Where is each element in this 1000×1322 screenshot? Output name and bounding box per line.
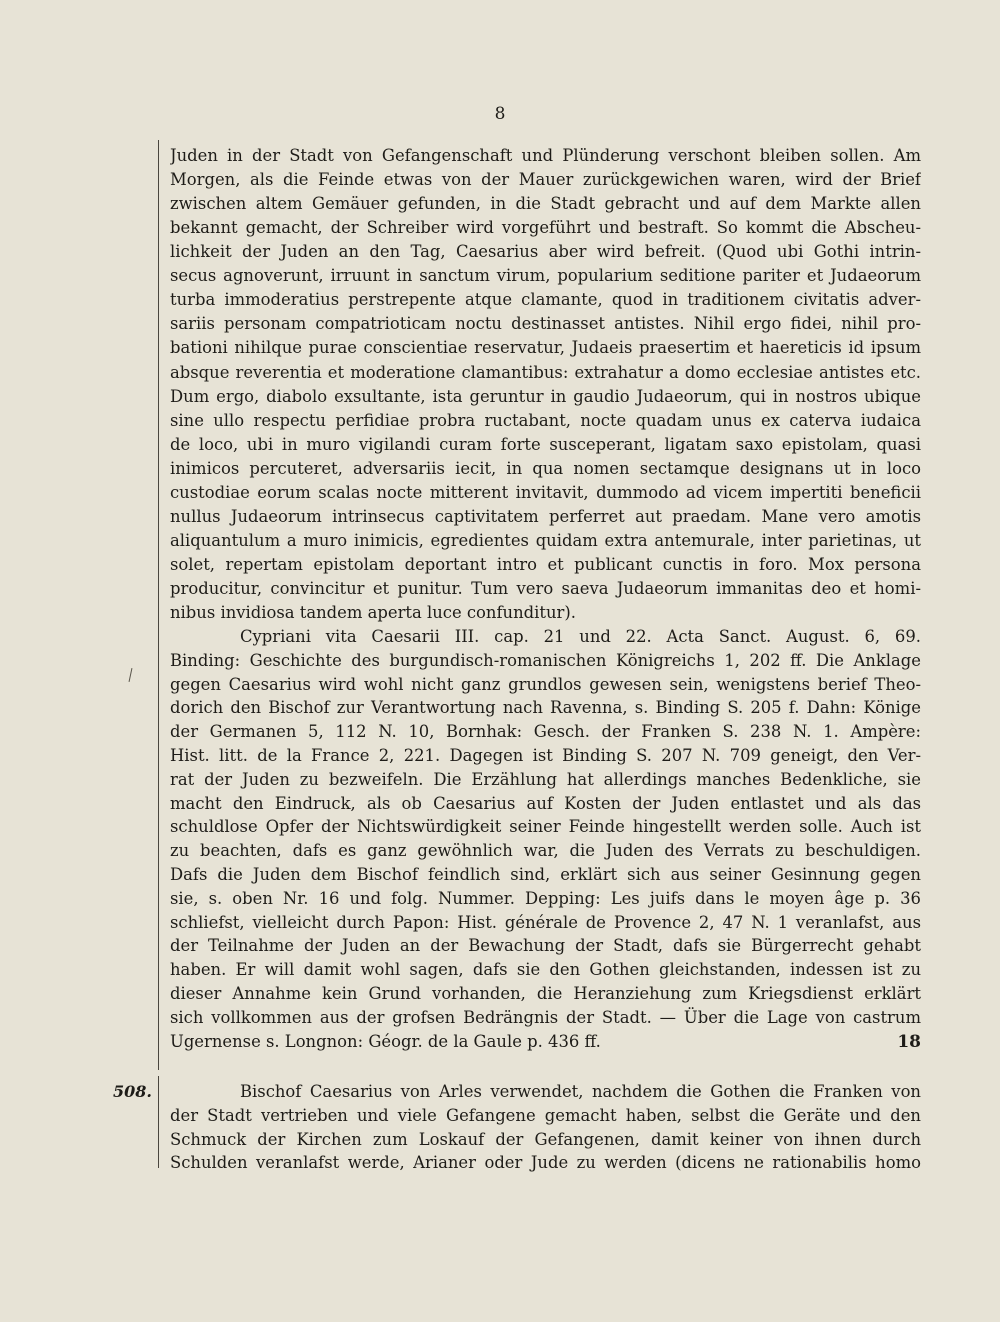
text-line: der Teilnahme der Juden an der Bewachung der Stadt, dafs sie Bürgerrecht gehabt: [170, 936, 921, 956]
text-line: der Stadt vertrieben und viele Gefangene gemacht haben, selbst die Geräte und den: [170, 1105, 921, 1125]
text-line: sie, s. oben Nr. 16 und folg. Nummer. Depping: Les juifs dans le moyen âge p. 36: [170, 888, 921, 908]
text-line: Hist. litt. de la France 2, 221. Dagegen ist Binding S. 207 N. 709 geneigt, den Ver-: [170, 746, 921, 765]
text-line: schliefst, vielleicht durch Papon: Hist. générale de Provence 2, 47 N. 1 veranlafst, aus: [170, 912, 921, 932]
text-line: Bischof Caesarius von Arles verwendet, nachdem die Gothen die Franken von: [240, 1082, 921, 1101]
text-line: sine ullo respectu perfidiae probra ructabant, nocte quadam unus ex caterva iudaica: [170, 410, 921, 430]
text-line: Dum ergo, diabolo exsultante, ista geruntur in gaudio Judaeorum, qui in nostros ubique: [170, 386, 921, 406]
text-line: solet, repertam epistolam deportant intro et publicant cunctis in foro. Mox persona: [170, 554, 921, 574]
text-line: secus agnoverunt, irruunt in sanctum virum, popularium seditione pariter et Judaeorum: [170, 266, 921, 286]
text-line: dorich den Bischof zur Verantwortung nach Ravenna, s. Binding S. 205 f. Dahn: Könige: [170, 698, 921, 718]
text-line: Dafs die Juden dem Bischof feindlich sind, erklärt sich aus seiner Gesinnung gegen: [170, 865, 921, 884]
text-line: zwischen altem Gemäuer gefunden, in die Stadt gebracht und auf dem Markte allen: [170, 194, 921, 214]
sheet-number: 18: [897, 1032, 921, 1052]
text-line: de loco, ubi in muro vigilandi curam forte susceperant, ligatam saxo epistolam, quasi: [170, 434, 921, 454]
text-line: Cypriani vita Caesarii III. cap. 21 und 22. Acta Sanct. August. 6, 69.: [240, 627, 921, 646]
text-line: custodiae eorum scalas nocte mitterent invitavit, dummodo ad vicem impertiti beneficii: [170, 482, 921, 502]
text-line: zu beachten, dafs es ganz gewöhnlich war, die Juden des Verrats zu beschuldigen.: [170, 841, 921, 861]
text-line: Morgen, als die Feinde etwas von der Mauer zurückgewichen waren, wird der Brief: [170, 170, 921, 190]
text-line: Schulden veranlafst werde, Arianer oder Jude zu werden (dicens ne rationabilis homo: [170, 1153, 921, 1173]
text-line: schuldlose Opfer der Nichtswürdigkeit seiner Feinde hingestellt werden solle. Auch ist: [170, 817, 921, 837]
text-line: Ugernense s. Longnon: Géogr. de la Gaule p. 436 ff.: [170, 1031, 601, 1051]
text-line: Schmuck der Kirchen zum Loskauf der Gefangenen, damit keiner von ihnen durch: [170, 1129, 921, 1149]
text-line: absque reverentia et moderatione clamantibus: extrahatur a domo ecclesiae antistes etc.: [170, 362, 921, 382]
text-line: gegen Caesarius wird wohl nicht ganz grundlos gewesen sein, wenigstens berief Theo-: [170, 674, 921, 694]
text-line: Binding: Geschichte des burgundisch-romanischen Königreichs 1, 202 ff. Die Anklage: [170, 650, 921, 670]
text-line: sich vollkommen aus der grofsen Bedrängnis der Stadt. — Über die Lage von castrum: [170, 1007, 921, 1027]
text-line: rat der Juden zu bezweifeln. Die Erzählung hat allerdings manches Bedenkliche, sie: [170, 769, 921, 789]
text-line: lichkeit der Juden an den Tag, Caesarius aber wird befreit. (Quod ubi Gothi intrin-: [170, 242, 921, 262]
text-line: nullus Judaeorum intrinsecus captivitatem perferret aut praedam. Mane vero amotis: [170, 506, 921, 526]
text-line: producitur, convincitur et punitur. Tum vero saeva Judaeorum immanitas deo et homi-: [170, 578, 921, 598]
page-number: 8: [494, 104, 506, 124]
text-line: bationi nihilque purae conscientiae reservatur, Judaeis praesertim et haereticis id ipsum: [170, 338, 921, 358]
text-line: turba immoderatius perstrepente atque clamante, quod in traditionem civitatis adver-: [170, 290, 921, 310]
margin-rule: [158, 1076, 159, 1168]
text-line: Juden in der Stadt von Gefangenschaft und Plünderung verschont bleiben sollen. Am: [170, 146, 921, 165]
text-line: dieser Annahme kein Grund vorhanden, die Heranziehung zum Kriegsdienst erklärt: [170, 984, 921, 1003]
text-line: nibus invidiosa tandem aperta luce confunditur).: [170, 603, 576, 622]
text-line: macht den Eindruck, als ob Caesarius auf Kosten der Juden entlastet und als das: [170, 793, 921, 813]
text-line: sariis personam compatrioticam noctu destinasset antistes. Nihil ergo fidei, nihil pro-: [170, 314, 921, 334]
text-line: haben. Er will damit wohl sagen, dafs sie den Gothen gleichstanden, indessen ist zu: [170, 960, 921, 980]
text-line: der Germanen 5, 112 N. 10, Bornhak: Gesch. der Franken S. 238 N. 1. Ampère:: [170, 722, 921, 742]
stray-pencil-mark: [129, 668, 133, 682]
text-line: inimicos percuteret, adversariis iecit, in qua nomen sectamque designans ut in loco: [170, 458, 921, 478]
margin-rule: [158, 140, 159, 1070]
text-line: aliquantulum a muro inimicis, egredientes quidam extra antemurale, inter parietinas, ut: [170, 530, 921, 550]
entry-year-label: 508.: [113, 1082, 152, 1101]
text-line: bekannt gemacht, der Schreiber wird vorgeführt und bestraft. So kommt die Abscheu-: [170, 218, 921, 238]
